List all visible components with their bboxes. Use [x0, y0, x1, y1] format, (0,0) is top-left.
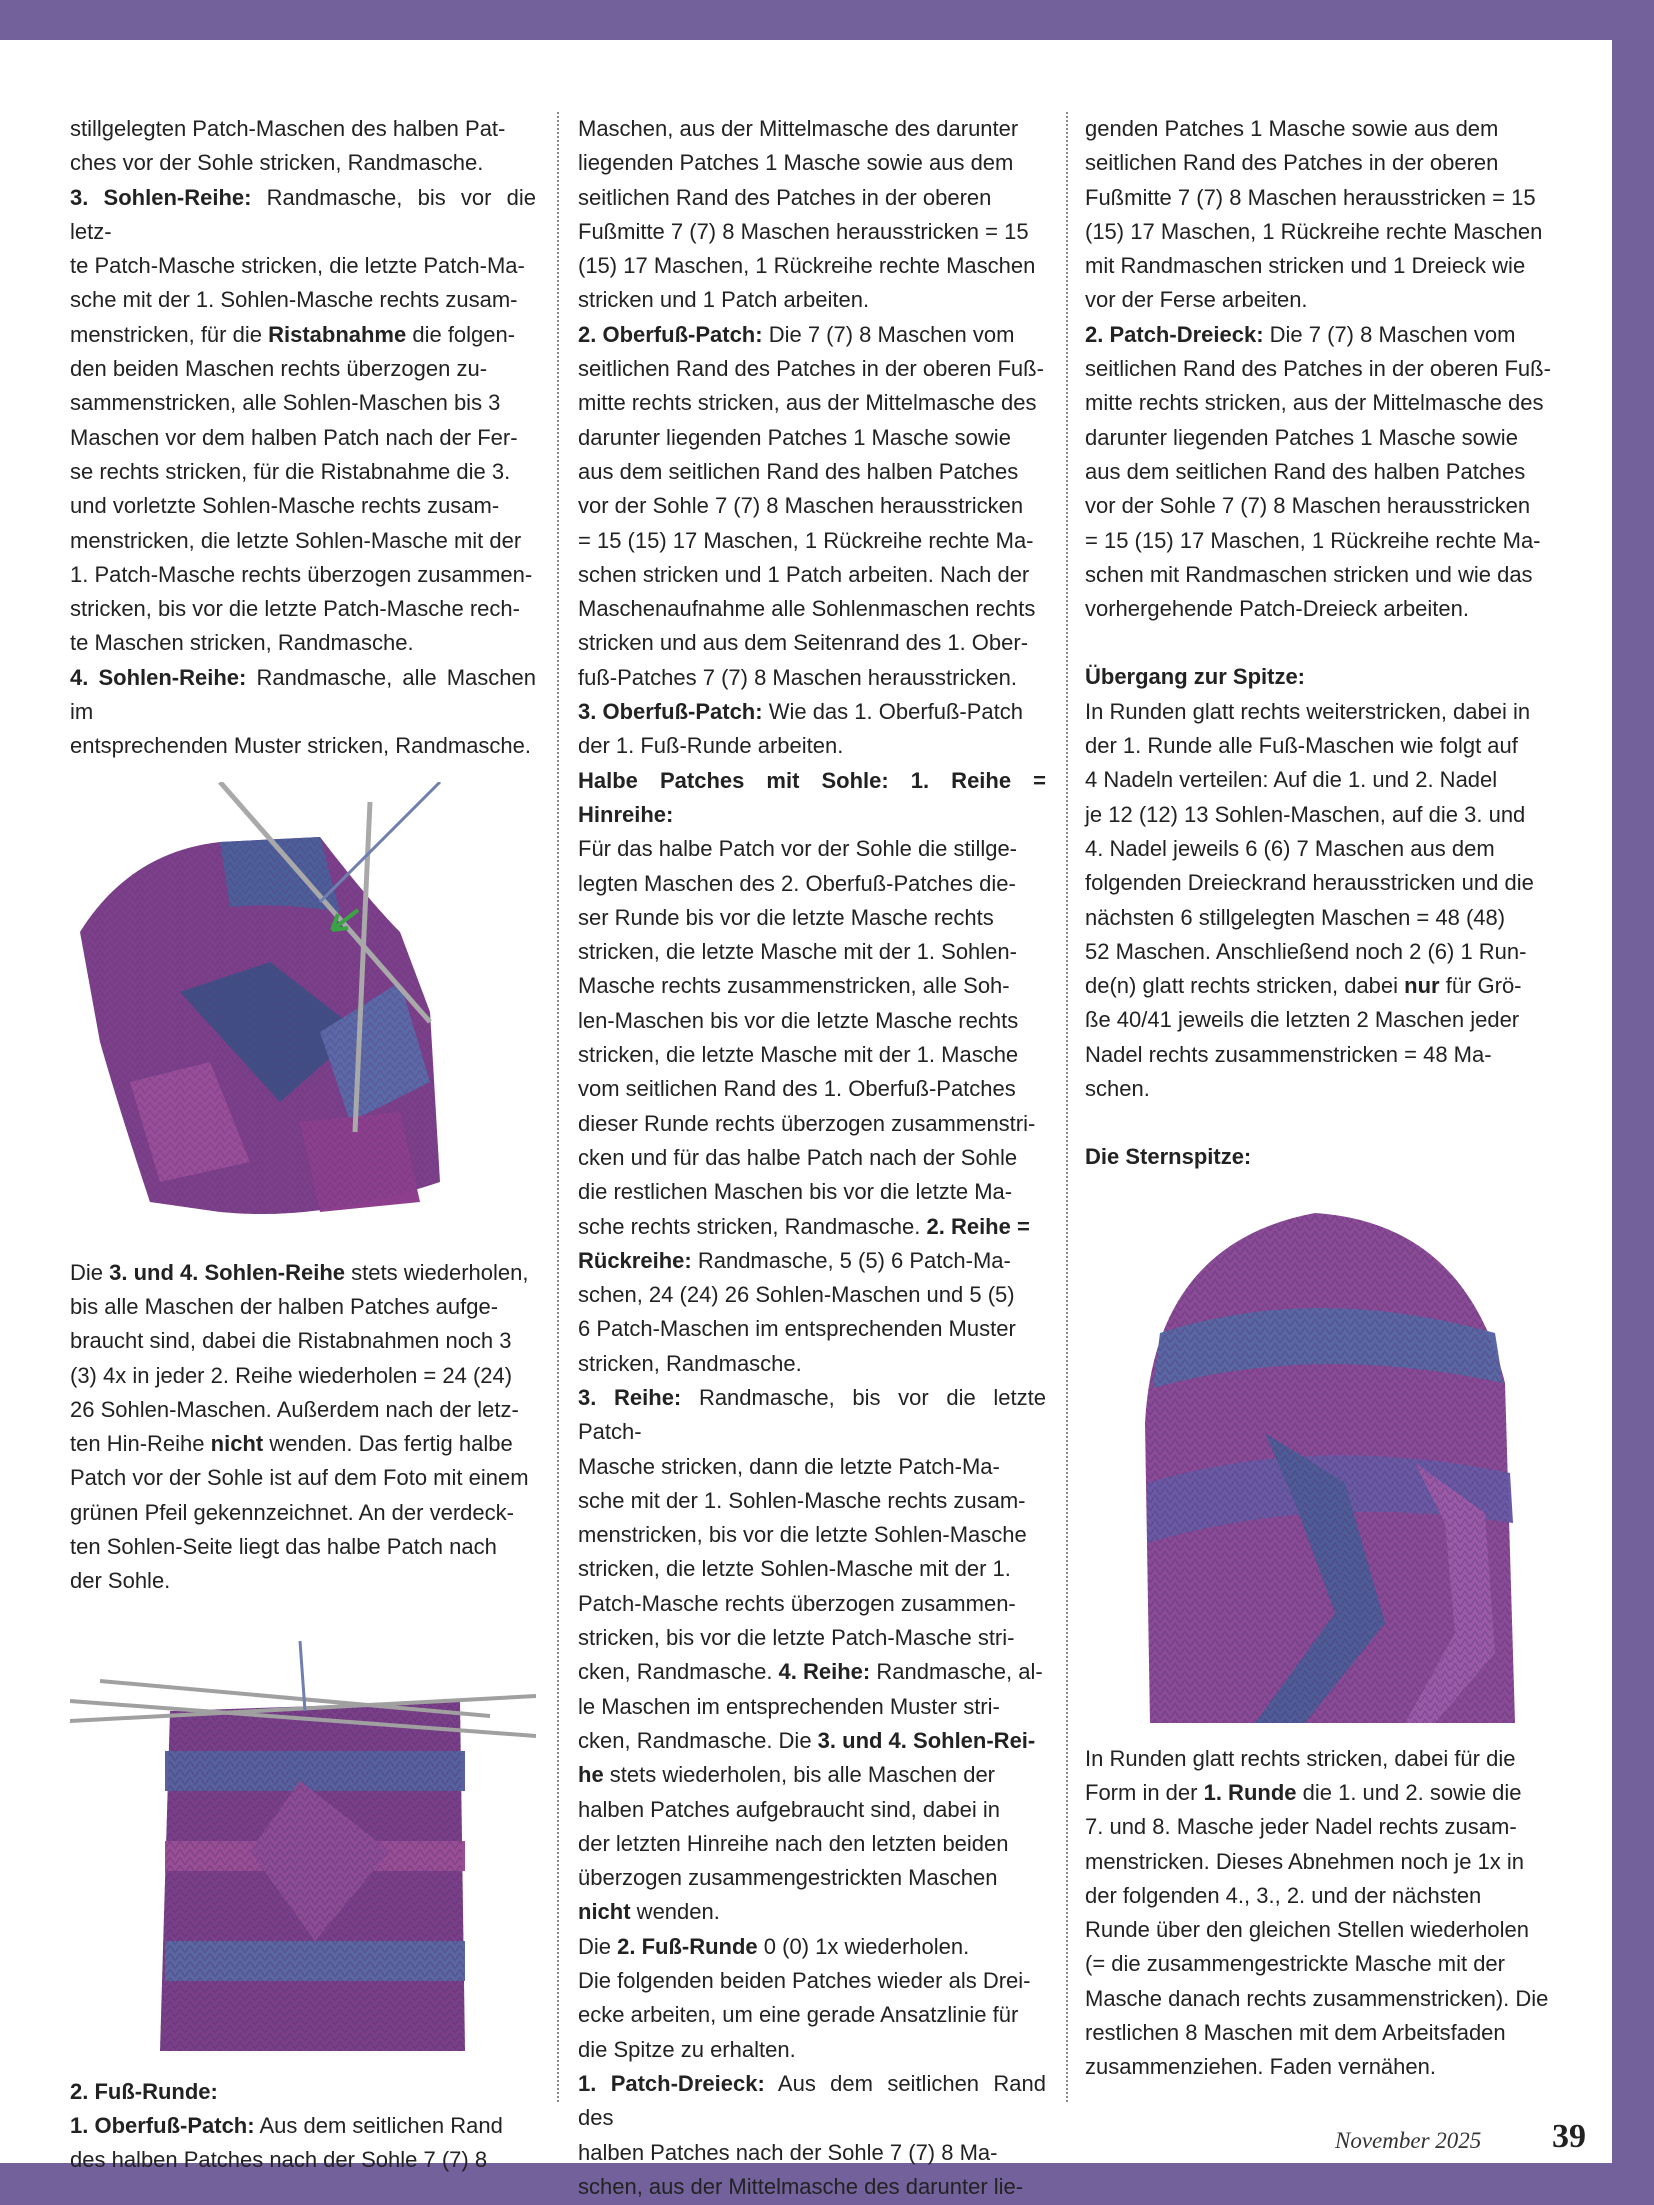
text-line: te Patch-Masche stricken, die letzte Patch-Ma- — [70, 253, 525, 279]
text-line: (= die zusammengestrickte Masche mit der — [1085, 1951, 1505, 1977]
text-line: 6 Patch-Maschen im entsprechenden Muster — [578, 1316, 1016, 1342]
photo-star-toe-image — [1085, 1183, 1553, 1728]
text-line: menstricken, bis vor die letzte Sohlen-Masche — [578, 1522, 1027, 1548]
text-line: seitlichen Rand des Patches in der oberen — [578, 184, 992, 210]
text-line: liegenden Patches 1 Masche sowie aus dem — [578, 150, 1014, 176]
text-line: stricken, die letzte Sohlen-Masche mit der 1. — [578, 1556, 1011, 1582]
text-line: len-Maschen bis vor die letzte Masche rechts — [578, 1007, 1019, 1033]
text-line: sammenstricken, alle Sohlen-Maschen bis 3 — [70, 390, 501, 416]
text-line: je 12 (12) 13 Sohlen-Maschen, auf die 3. und — [1085, 801, 1526, 827]
text-line: 3. Reihe: Randmasche, bis vor die letzte Patch- — [578, 1384, 1046, 1445]
text-line: vom seitlichen Rand des 1. Oberfuß-Patches — [578, 1076, 1016, 1102]
text-line: ten Sohlen-Seite liegt das halbe Patch nach — [70, 1534, 497, 1560]
section-heading: Halbe Patches mit Sohle: 1. Reihe = Hinreihe: — [578, 767, 1046, 827]
text-line: mitte rechts stricken, aus der Mittelmasche des — [578, 390, 1037, 416]
section-heading: Die Sternspitze: — [1085, 1144, 1252, 1170]
text-line: Maschenaufnahme alle Sohlenmaschen rechts — [578, 596, 1036, 622]
text-line: seitlichen Rand des Patches in der oberen Fuß- — [578, 356, 1044, 382]
photo-heel-knitting — [70, 782, 536, 1242]
text-line: grünen Pfeil gekennzeichnet. An der verdeck- — [70, 1499, 514, 1525]
text-line: sche mit der 1. Sohlen-Masche rechts zusam- — [70, 287, 518, 313]
text-line: die Spitze zu erhalten. — [578, 2036, 796, 2062]
text-line: Die folgenden beiden Patches wieder als Drei- — [578, 1968, 1031, 1994]
step-label: 1. Oberfuß-Patch: — [70, 2112, 255, 2138]
photo-foot-knitting-image — [70, 1641, 536, 2061]
text-line: 4 Nadeln verteilen: Auf die 1. und 2. Nadel — [1085, 767, 1498, 793]
text-line: sche rechts stricken, Randmasche. 2. Reihe = — [578, 1213, 1030, 1239]
text-line: Masche stricken, dann die letzte Patch-Ma- — [578, 1453, 1000, 1479]
text-line: Maschen, aus der Mittelmasche des darunter — [578, 116, 1019, 141]
text-line: darunter liegenden Patches 1 Masche sowie — [1085, 424, 1518, 450]
text-line: le Maschen im entsprechenden Muster stri- — [578, 1693, 1000, 1719]
text-line: Die 3. und 4. Sohlen-Reihe stets wiederholen, — [70, 1259, 529, 1285]
text-line: Patch-Masche rechts überzogen zusammen- — [578, 1590, 1016, 1616]
text-line: schen. — [1085, 1076, 1150, 1102]
text-line: nicht wenden. — [578, 1899, 720, 1925]
text-line: (15) 17 Maschen, 1 Rückreihe rechte Maschen — [1085, 218, 1543, 244]
page-number: 39 — [1552, 2118, 1586, 2155]
column-divider — [1066, 112, 1068, 2102]
text-line: cken und für das halbe Patch nach der Sohle — [578, 1144, 1018, 1170]
text-line: stricken, bis vor die letzte Patch-Masche stri- — [578, 1625, 1015, 1651]
text-line: 3. Oberfuß-Patch: Wie das 1. Oberfuß-Patch — [578, 699, 1024, 725]
step-label: 3. Reihe: — [578, 1384, 682, 1410]
text-line: 7. und 8. Masche jeder Nadel rechts zusam- — [1085, 1814, 1517, 1840]
text-line: 52 Maschen. Anschließend noch 2 (6) 1 Run- — [1085, 938, 1527, 964]
text-line: ße 40/41 jeweils die letzten 2 Maschen jeder — [1085, 1007, 1520, 1033]
text-line: Masche rechts zusammenstricken, alle Soh- — [578, 973, 1010, 999]
text-line: aus dem seitlichen Rand des halben Patches — [578, 458, 1019, 484]
text-line: der letzten Hinreihe nach den letzten beiden — [578, 1830, 1009, 1856]
photo-foot-knitting — [70, 1641, 536, 2061]
text-line: Die 2. Fuß-Runde 0 (0) 1x wiederholen. — [578, 1933, 970, 1959]
text-line: 2. Oberfuß-Patch: Die 7 (7) 8 Maschen vom — [578, 321, 1015, 347]
text-line: überzogen zusammengestrickten Maschen — [578, 1865, 998, 1891]
text-line: schen stricken und 1 Patch arbeiten. Nach der — [578, 561, 1030, 587]
text-line: die restlichen Maschen bis vor die letzte Ma- — [578, 1179, 1013, 1205]
text-line: 1. Patch-Dreieck: Aus dem seitlichen Rand des — [578, 2070, 1046, 2131]
text-line: genden Patches 1 Masche sowie aus dem — [1085, 116, 1499, 141]
column-divider — [557, 112, 559, 2102]
text-line: In Runden glatt rechts stricken, dabei für die — [1085, 1745, 1516, 1771]
step-label: Rückreihe: — [578, 1247, 692, 1273]
text-line: schen, 24 (24) 26 Sohlen-Maschen und 5 (5) — [578, 1282, 1015, 1308]
photo-star-toe — [1085, 1183, 1553, 1728]
text-line: he stets wiederholen, bis alle Maschen der — [578, 1762, 996, 1788]
text-line: menstricken, die letzte Sohlen-Masche mit der — [70, 527, 522, 553]
text-line: Runde über den gleichen Stellen wiederholen — [1085, 1917, 1529, 1943]
text-line: restlichen 8 Maschen mit dem Arbeitsfaden — [1085, 2019, 1506, 2045]
text-line: te Maschen stricken, Randmasche. — [70, 630, 414, 656]
text-line: Form in der 1. Runde die 1. und 2. sowie die — [1085, 1779, 1522, 1805]
text-line: vor der Sohle 7 (7) 8 Maschen herausstricken — [1085, 493, 1531, 519]
text-line: menstricken, für die Ristabnahme die folgen- — [70, 321, 516, 347]
text-line: seitlichen Rand des Patches in der oberen Fuß- — [1085, 356, 1551, 382]
text-line: (15) 17 Maschen, 1 Rückreihe rechte Maschen — [578, 253, 1036, 279]
text-line: und vorletzte Sohlen-Masche rechts zusam- — [70, 493, 500, 519]
text-line: Maschen vor dem halben Patch nach der Fer- — [70, 424, 518, 450]
column-3 — [1085, 112, 1553, 2085]
text-line: 3. Sohlen-Reihe: Randmasche, bis vor die letz- — [70, 184, 537, 244]
text-line: Fußmitte 7 (7) 8 Maschen herausstricken = 15 — [578, 218, 1029, 244]
text-line: legten Maschen des 2. Oberfuß-Patches die- — [578, 870, 1016, 896]
text-line: (3) 4x in jeder 2. Reihe wiederholen = 24 (24) — [70, 1362, 513, 1388]
text-line: de(n) glatt rechts stricken, dabei nur für Grö- — [1085, 973, 1522, 999]
text-line: ecke arbeiten, um eine gerade Ansatzlinie für — [578, 2002, 1019, 2028]
text-line: mit Randmaschen stricken und 1 Dreieck wie — [1085, 253, 1526, 279]
text-line: Masche danach rechts zusammenstricken). Die — [1085, 1985, 1549, 2011]
text-line: mitte rechts stricken, aus der Mittelmasche des — [1085, 390, 1544, 416]
section-heading: 2. Fuß-Runde: — [70, 2078, 218, 2104]
text-line: schen mit Randmaschen stricken und wie das — [1085, 561, 1533, 587]
text-line: der 1. Runde alle Fuß-Maschen wie folgt auf — [1085, 733, 1518, 759]
text-line: den beiden Maschen rechts überzogen zu- — [70, 356, 488, 382]
text-line: stillgelegten Patch-Maschen des halben Pat- — [70, 116, 506, 141]
text-line: cken, Randmasche. 4. Reihe: Randmasche, al- — [578, 1659, 1043, 1685]
text-line: vor der Sohle 7 (7) 8 Maschen herausstricken — [578, 493, 1024, 519]
text-line: stricken, bis vor die letzte Patch-Masche rech- — [70, 596, 520, 622]
text-line: Patch vor der Sohle ist auf dem Foto mit einem — [70, 1465, 529, 1491]
step-label: 3. Sohlen-Reihe: — [70, 184, 252, 210]
text-line: zusammenziehen. Faden vernähen. — [1085, 2054, 1436, 2080]
issue-date: November 2025 — [1335, 2128, 1482, 2153]
text-line: 4. Sohlen-Reihe: Randmasche, alle Maschen im — [70, 664, 536, 725]
text-line: halben Patches aufgebraucht sind, dabei in — [578, 1796, 1000, 1822]
section-heading: Übergang zur Spitze: — [1085, 664, 1306, 690]
text-line: ser Runde bis vor die letzte Masche rechts — [578, 904, 994, 930]
text-line: 1. Patch-Masche rechts überzogen zusammen- — [70, 561, 533, 587]
text-line: fuß-Patches 7 (7) 8 Maschen herausstricken. — [578, 664, 1017, 690]
column-1 — [70, 112, 536, 2178]
text-line: ches vor der Sohle stricken, Randmasche. — [70, 150, 484, 176]
text-line: der 1. Fuß-Runde arbeiten. — [578, 733, 844, 759]
text-line: stricken und aus dem Seitenrand des 1. Ober- — [578, 630, 1029, 656]
text-line: 2. Patch-Dreieck: Die 7 (7) 8 Maschen vom — [1085, 321, 1516, 347]
text-line: se rechts stricken, für die Ristabnahme die 3. — [70, 458, 511, 484]
text-line: folgenden Dreieckrand herausstricken und die — [1085, 870, 1534, 896]
text-line: der folgenden 4., 3., 2. und der nächsten — [1085, 1882, 1482, 1908]
text-line: entsprechenden Muster stricken, Randmasche. — [70, 733, 532, 759]
text-line: Fußmitte 7 (7) 8 Maschen herausstricken = 15 — [1085, 184, 1536, 210]
text-line: Rückreihe: Randmasche, 5 (5) 6 Patch-Ma- — [578, 1247, 1011, 1273]
step-label: 3. Oberfuß-Patch: — [578, 699, 763, 725]
text-line: Für das halbe Patch vor der Sohle die stillge- — [578, 836, 1018, 862]
text-line: In Runden glatt rechts weiterstricken, dabei in — [1085, 698, 1531, 724]
step-label: 4. Sohlen-Reihe: — [70, 664, 247, 690]
text-line: ten Hin-Reihe nicht wenden. Das fertig halbe — [70, 1431, 513, 1457]
text-line: aus dem seitlichen Rand des halben Patches — [1085, 458, 1526, 484]
text-line: menstricken. Dieses Abnehmen noch je 1x in — [1085, 1848, 1525, 1874]
text-line: stricken, die letzte Masche mit der 1. Sohlen- — [578, 939, 1017, 965]
text-line: braucht sind, dabei die Ristabnahmen noch 3 — [70, 1328, 512, 1354]
text-line: = 15 (15) 17 Maschen, 1 Rückreihe rechte Ma- — [578, 527, 1034, 553]
text-line: cken, Randmasche. Die 3. und 4. Sohlen-Rei- — [578, 1727, 1036, 1753]
text-line: nächsten 6 stillgelegten Maschen = 48 (48) — [1085, 904, 1506, 930]
text-line: 4. Nadel jeweils 6 (6) 7 Maschen aus dem — [1085, 835, 1495, 861]
text-line: seitlichen Rand des Patches in der oberen — [1085, 150, 1499, 176]
text-line: stricken, die letzte Masche mit der 1. Masche — [578, 1042, 1019, 1068]
text-line: bis alle Maschen der halben Patches aufge- — [70, 1293, 499, 1319]
text-line: der Sohle. — [70, 1568, 171, 1594]
text-line: sche mit der 1. Sohlen-Masche rechts zusam- — [578, 1487, 1026, 1513]
text-line: des halben Patches nach der Sohle 7 (7) 8 — [70, 2147, 488, 2173]
text-line: stricken und 1 Patch arbeiten. — [578, 287, 870, 313]
text-line: 1. Oberfuß-Patch: Aus dem seitlichen Rand — [70, 2112, 503, 2138]
text-line: stricken, Randmasche. — [578, 1350, 802, 1376]
text-line: vor der Ferse arbeiten. — [1085, 287, 1308, 313]
text-line: darunter liegenden Patches 1 Masche sowie — [578, 424, 1011, 450]
text-line: vorhergehende Patch-Dreieck arbeiten. — [1085, 596, 1470, 622]
step-label: 2. Patch-Dreieck: — [1085, 321, 1264, 347]
text-line: = 15 (15) 17 Maschen, 1 Rückreihe rechte Ma- — [1085, 527, 1541, 553]
step-label: 1. Patch-Dreieck: — [578, 2070, 765, 2096]
text-line: 26 Sohlen-Maschen. Außerdem nach der letz- — [70, 1396, 519, 1422]
text-line: Nadel rechts zusammenstricken = 48 Ma- — [1085, 1041, 1492, 1067]
column-2 — [578, 112, 1046, 2204]
text-line: schen, aus der Mittelmasche des darunter lie- — [578, 2173, 1024, 2199]
photo-heel-knitting-image — [70, 782, 536, 1242]
text-line: halben Patches nach der Sohle 7 (7) 8 Ma- — [578, 2139, 998, 2165]
step-label: 2. Oberfuß-Patch: — [578, 321, 763, 347]
text-line: dieser Runde rechts überzogen zusammenstri- — [578, 1110, 1036, 1136]
